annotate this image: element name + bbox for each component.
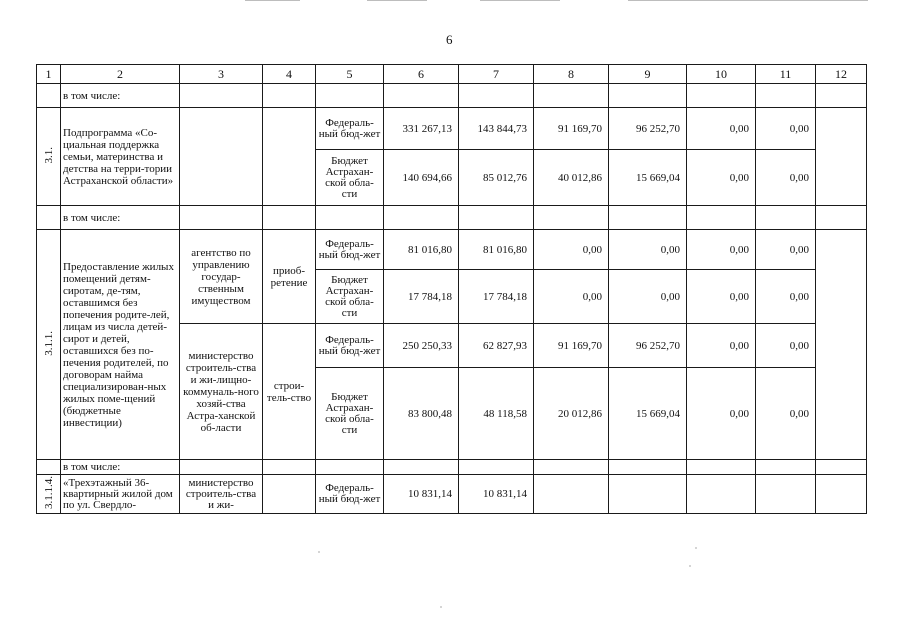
- amount-cell: 20 012,86: [534, 368, 609, 460]
- subprogram-name: Подпрограмма «Со-циальная поддержка семьи, материнства и детства на терри-тории Астраханской области»: [61, 108, 180, 206]
- amount-cell: 0,00: [687, 108, 756, 150]
- col-header: 11: [756, 65, 816, 84]
- col-header: 7: [459, 65, 534, 84]
- table-row: [37, 108, 867, 150]
- amount-cell: 0,00: [756, 230, 816, 270]
- table-row: [37, 475, 867, 514]
- funding-source: Федераль-ный бюд-жет: [316, 324, 384, 368]
- col-header: 12: [816, 65, 867, 84]
- amount-cell: 40 012,86: [534, 150, 609, 206]
- amount-cell: 0,00: [534, 230, 609, 270]
- amount-cell: 10 831,14: [459, 475, 534, 514]
- amount-cell: 96 252,70: [609, 324, 687, 368]
- action-type: приоб-ретение: [263, 230, 316, 324]
- scan-top-mark-4: [628, 0, 868, 1]
- amount-cell: 0,00: [687, 368, 756, 460]
- executor: министерство строитель-ства и жи-: [180, 475, 263, 514]
- amount-cell: 0,00: [609, 270, 687, 324]
- row-code-cell: [37, 475, 61, 514]
- amount-cell: 0,00: [756, 270, 816, 324]
- funding-source: Федераль-ный бюд-жет: [316, 475, 384, 514]
- amount-cell: 83 800,48: [384, 368, 459, 460]
- including-label: в том числе:: [61, 460, 180, 475]
- amount-cell: 250 250,33: [384, 324, 459, 368]
- amount-cell: 0,00: [534, 270, 609, 324]
- amount-cell: 0,00: [756, 108, 816, 150]
- amount-cell: 17 784,18: [384, 270, 459, 324]
- amount-cell: 0,00: [687, 270, 756, 324]
- funding-source: Бюджет Астрахан-ской обла-сти: [316, 150, 384, 206]
- amount-cell: 96 252,70: [609, 108, 687, 150]
- amount-cell: 15 669,04: [609, 150, 687, 206]
- amount-cell: 0,00: [756, 368, 816, 460]
- row-code: 3.1.1.4.: [42, 476, 55, 509]
- scan-speck: [695, 547, 697, 549]
- col-header: 6: [384, 65, 459, 84]
- including-row: [37, 84, 867, 108]
- amount-cell: 331 267,13: [384, 108, 459, 150]
- amount-cell: 48 118,58: [459, 368, 534, 460]
- amount-cell: 0,00: [756, 150, 816, 206]
- row-code-cell: [37, 108, 61, 206]
- budget-table: [36, 64, 867, 514]
- scan-speck: [440, 606, 442, 608]
- scan-top-mark-3: [480, 0, 560, 1]
- amount-cell: 85 012,76: [459, 150, 534, 206]
- amount-cell: 0,00: [609, 230, 687, 270]
- scan-top-mark-2: [367, 0, 427, 1]
- funding-source: Бюджет Астрахан-ской обла-сти: [316, 368, 384, 460]
- table-row: [37, 230, 867, 270]
- amount-cell: 140 694,66: [384, 150, 459, 206]
- row-code-cell: [37, 230, 61, 460]
- col-header: 9: [609, 65, 687, 84]
- col-header: 3: [180, 65, 263, 84]
- amount-cell: 0,00: [687, 150, 756, 206]
- executor: агентство по управлению государ-ственным имуществом: [180, 230, 263, 324]
- executor: министерство строитель-ства и жи-лищно-коммуналь-ного хозяй-ства Астра-ханской об-ласти: [180, 324, 263, 460]
- col-header: 2: [61, 65, 180, 84]
- page-number: 6: [446, 32, 453, 47]
- row-code: 3.1.1.: [42, 330, 55, 356]
- amount-cell: 81 016,80: [384, 230, 459, 270]
- col-header: 1: [37, 65, 61, 84]
- amount-cell: 143 844,73: [459, 108, 534, 150]
- col-header: 10: [687, 65, 756, 84]
- header-row: [37, 65, 867, 84]
- amount-cell: 62 827,93: [459, 324, 534, 368]
- including-label: в том числе:: [61, 84, 180, 108]
- amount-cell: 15 669,04: [609, 368, 687, 460]
- scan-speck: [318, 551, 320, 553]
- including-label: в том числе:: [61, 206, 180, 230]
- object-name: «Трехэтажный 36-квартирный жилой дом по ул. Свердло-: [61, 475, 180, 514]
- funding-source: Федераль-ный бюд-жет: [316, 108, 384, 150]
- amount-cell: 17 784,18: [459, 270, 534, 324]
- funding-source: Федераль-ный бюд-жет: [316, 230, 384, 270]
- funding-source: Бюджет Астрахан-ской обла-сти: [316, 270, 384, 324]
- action-type: строи-тель-ство: [263, 324, 316, 460]
- scan-top-mark-1: [245, 0, 300, 1]
- col-header: 5: [316, 65, 384, 84]
- amount-cell: 81 016,80: [459, 230, 534, 270]
- activity-name: Предоставление жилых помещений детям-сиротам, де-тям, оставшимся без попечения родите-лей, лицам из числа детей-сирот и детей, оставшихся без по-печения родителей, по договорам найма специализирован-ных жилых поме-щений (бюджетные инвестиции): [61, 230, 180, 460]
- col-header: 4: [263, 65, 316, 84]
- amount-cell: 91 169,70: [534, 108, 609, 150]
- col-header: 8: [534, 65, 609, 84]
- amount-cell: 0,00: [756, 324, 816, 368]
- scan-speck: [689, 565, 691, 567]
- amount-cell: 0,00: [687, 324, 756, 368]
- row-code: 3.1.: [42, 146, 55, 164]
- amount-cell: 10 831,14: [384, 475, 459, 514]
- amount-cell: 0,00: [687, 230, 756, 270]
- including-row: [37, 206, 867, 230]
- including-row: [37, 460, 867, 475]
- amount-cell: 91 169,70: [534, 324, 609, 368]
